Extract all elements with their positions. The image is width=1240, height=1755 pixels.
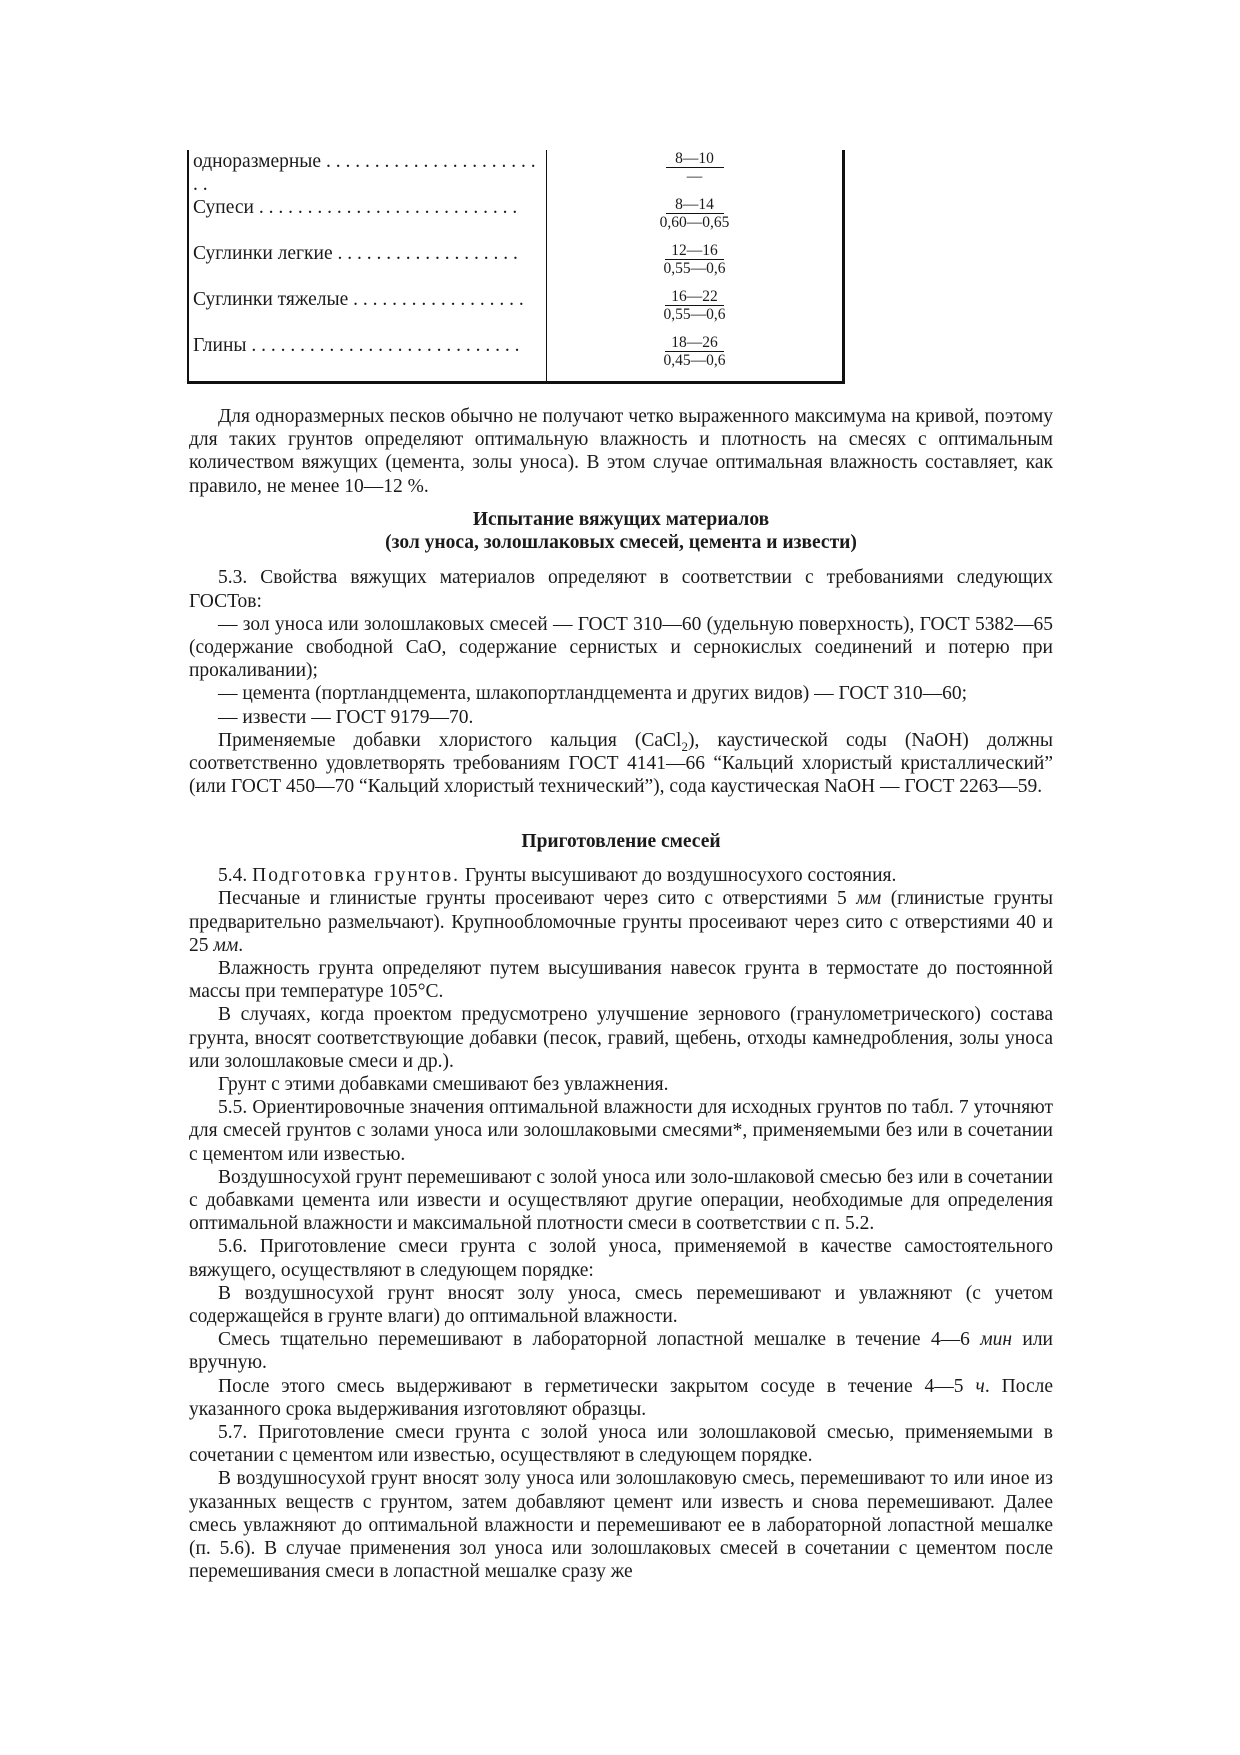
- value-numerator: 12—16: [665, 243, 724, 260]
- table-row-value: [547, 197, 842, 231]
- table-row-value: [547, 335, 842, 369]
- text-run: или вручную.: [189, 1329, 1053, 1374]
- text-run: .: [238, 934, 244, 956]
- value-numerator: 16—22: [665, 289, 724, 306]
- paragraph: В случаях, когда проектом предусмотрено улучшение зернового (гранулометрического) состава грунта, вносят соответствующие добавки (песок, гравий, щебень, отходы камнедробления, золы уноса или золошлаковые смеси и др.).: [189, 1004, 1053, 1072]
- table-row-label: одноразмерные . . . . . . . . . . . . . . . . . . . . . . . .: [193, 151, 536, 195]
- value-numerator: 8—14: [666, 197, 724, 214]
- value-denominator: 0,55—0,6: [663, 260, 726, 277]
- subscript: 2: [681, 738, 688, 754]
- text-run: После этого смесь выдерживают в герметически закрытом сосуде в течение 4—5: [218, 1375, 976, 1397]
- paragraph: [189, 887, 1053, 957]
- paragraph: Воздушносухой грунт перемешивают с золой уноса или золо-шлаковой смесью без или в сочетании с добавками цемента или извести и осуществляют другие операции, необходимые для определения оптимальной влажности и максимальной плотности смеси в соответствии с п. 5.2.: [189, 1166, 1053, 1235]
- intro-block: [189, 405, 1053, 498]
- table-row-value: [547, 289, 842, 323]
- paragraph: Грунт с этими добавками смешивают без увлажнения.: [218, 1074, 669, 1096]
- paragraph: [189, 864, 1053, 887]
- unit-mm: мм: [856, 888, 882, 910]
- paragraph: 5.3. Свойства вяжущих материалов определяют в соответствии с требованиями следующих ГОСТов:: [189, 567, 1053, 612]
- table-row-label: Глины . . . . . . . . . . . . . . . . . . . . . . . . . . . .: [193, 335, 520, 356]
- table-row-label: Суглинки легкие . . . . . . . . . . . . . . . . . . .: [193, 243, 518, 264]
- paragraph: Влажность грунта определяют путем высушивания навесок грунта в термостате до постоянной массы при температуре 105°С.: [189, 958, 1053, 1003]
- section-heading: Приготовление смесей: [521, 831, 721, 852]
- paragraph: — цемента (портландцемента, шлакопортландцемента и других видов) — ГОСТ 310—60;: [218, 683, 968, 705]
- paragraph: [189, 1328, 1053, 1374]
- text-run: . После указанного срока выдерживания изготовляют образцы.: [189, 1375, 1054, 1420]
- text-run: Песчаные и глинистые грунты просеивают через сито с отверстиями 5: [218, 888, 857, 910]
- value-denominator: —: [686, 168, 703, 185]
- text-run: ), каустической соды (NaOH) должны соответственно удовлетворять требованиям ГОСТ 4141—66 “Кальций хлористый кристаллический” (или ГОСТ 450—70 “Кальций хлористый технический”), сода каустическая NaOH — ГОСТ 2263—59.: [189, 729, 1053, 798]
- section-binders: [189, 508, 1053, 798]
- unit-mm: мм: [213, 934, 239, 956]
- text-run: Смесь тщательно перемешивают в лабораторной лопастной мешалке в течение 4—6: [218, 1329, 981, 1351]
- unit-hours: ч: [975, 1375, 985, 1397]
- table-row-value: [547, 151, 842, 185]
- value-denominator: 0,55—0,6: [663, 306, 726, 323]
- text-run: (глинистые грунты предварительно размельчают). Крупнообломочные грунты просеивают через сито с отверстиями 40 и 25: [189, 888, 1054, 956]
- table-row-label: Суглинки тяжелые . . . . . . . . . . . . . . . . . .: [193, 289, 524, 310]
- value-numerator: 8—10: [666, 151, 724, 168]
- table-right-border: [842, 150, 845, 384]
- value-denominator: 0,60—0,65: [659, 214, 730, 231]
- paragraph: 5.7. Приготовление смеси грунта с золой уноса или золошлаковой смесью, применяемыми в сочетании с цементом или известью, осуществляют в следующем порядке.: [189, 1422, 1053, 1467]
- text-run: 5.4.: [218, 865, 253, 887]
- paragraph: Для одноразмерных песков обычно не получают четко выраженного максимума на кривой, поэтому для таких грунтов определяют оптимальную влажность и плотность на смесях с оптимальным количеством вяжущих (цемента, золы уноса). В этом случае оптимальная влажность составляет, как правило, не менее 10—12 %.: [189, 406, 1053, 497]
- paragraph: — зол уноса или золошлаковых смесей — ГОСТ 310—60 (удельную поверхность), ГОСТ 5382—65 (содержание свободной СаО, содержание сернистых и сернокислых соединений и потерю при прокаливании);: [189, 613, 1053, 682]
- paragraph: [189, 1375, 1053, 1421]
- value-denominator: 0,45—0,6: [663, 352, 726, 369]
- section-subheading: (зол уноса, золошлаковых смесей, цемента и извести): [385, 532, 857, 554]
- paragraph: В воздушносухой грунт вносят золу уноса или золошлаковую смесь, перемешивают то или иное из указанных веществ с грунтом, затем добавляют цемент или известь и снова перемешивают. Далее смесь увлажняют до оптимальной влажности и перемешивают ее в лабораторной лопастной мешалке (п. 5.6). В случае применения зол уноса или золошлаковых смесей в сочетании с цементом после перемешивания смеси в лопастной мешалке сразу же: [189, 1468, 1053, 1583]
- section-mixtures: [189, 830, 1053, 1584]
- soil-moisture-table: [187, 150, 842, 384]
- paragraph: 5.6. Приготовление смеси грунта с золой уноса, применяемой в качестве самостоятельного вяжущего, осуществляют в следующем порядке:: [189, 1236, 1053, 1281]
- table-row-value: [547, 243, 842, 277]
- paragraph: [189, 729, 1053, 799]
- text-run: Грунты высушивают до воздушносухого состояния.: [460, 865, 897, 887]
- table-row-label: Супеси . . . . . . . . . . . . . . . . . . . . . . . . . . .: [193, 197, 518, 218]
- section-heading: Испытание вяжущих материалов: [472, 509, 770, 530]
- unit-min: мин: [980, 1329, 1013, 1351]
- paragraph: — извести — ГОСТ 9179—70.: [218, 706, 474, 728]
- paragraph: 5.5. Ориентировочные значения оптимальной влажности для исходных грунтов по табл. 7 уточняют для смесей грунтов с золами уноса или золошлаковыми смесями*, применяемыми без или в сочетании с цементом или известью.: [189, 1097, 1053, 1165]
- paragraph: В воздушносухой грунт вносят золу уноса, смесь перемешивают и увлажняют (с учетом содержащейся в грунте влаги) до оптимальной влажности.: [189, 1282, 1053, 1328]
- value-numerator: 18—26: [665, 335, 724, 352]
- spaced-heading-run: Подготовка грунтов.: [252, 865, 461, 887]
- text-run: Применяемые добавки хлористого кальция (СаСl: [218, 729, 682, 751]
